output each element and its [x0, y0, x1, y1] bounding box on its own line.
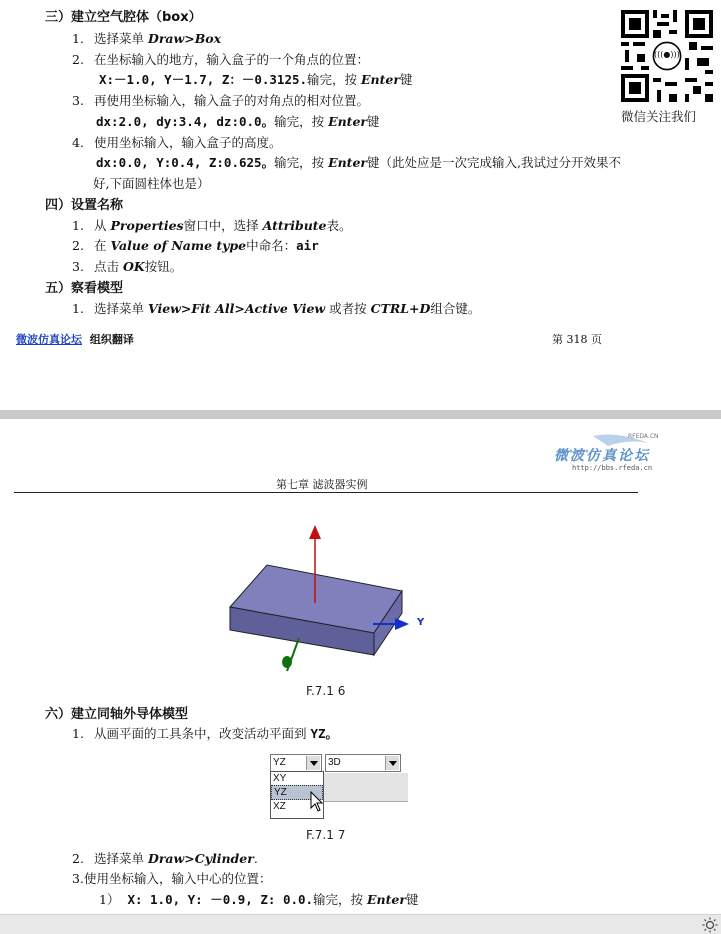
- coordinate-values: dx:2.0, dy:3.4, dz:0.0。: [96, 114, 275, 129]
- forum-link[interactable]: 微波仿真论坛: [16, 333, 82, 346]
- step-change-plane: [72, 724, 338, 742]
- coords-opposite: [96, 112, 380, 130]
- page-footer: [16, 331, 134, 347]
- figure-caption-716: F.7.1 6: [306, 684, 346, 698]
- forum-logo: [548, 431, 673, 476]
- step-corner-position: [72, 50, 369, 68]
- step-number: 3.: [72, 871, 84, 886]
- plane-select-value: YZ: [273, 757, 286, 768]
- step-number: 1.: [72, 218, 84, 233]
- axis-y-label: Y: [417, 617, 425, 628]
- step-text: 使用坐标输入，输入盒子的高度。: [94, 135, 282, 150]
- key-name: Enter: [328, 155, 367, 170]
- step-text: 输完，按: [274, 114, 329, 129]
- step-height: [72, 133, 282, 151]
- coords-height: [96, 153, 621, 171]
- step-number: 2.: [72, 851, 84, 866]
- window-name: Properties: [110, 218, 184, 233]
- step-number: 3.: [72, 93, 84, 108]
- coordinate-values: dx:0.0, Y:0.4, Z:0.625。: [96, 155, 275, 170]
- step-text: 选择菜单: [94, 31, 148, 46]
- brightness-icon[interactable]: [702, 917, 718, 933]
- qr-center-label: (((●))): [654, 50, 680, 59]
- section-title-box: 三）建立空气腔体（box）: [45, 10, 202, 25]
- dropdown-option-yz[interactable]: YZ: [271, 785, 323, 800]
- plane-select[interactable]: [270, 754, 322, 772]
- step-text: .: [253, 851, 258, 866]
- section-title-coax: 六）建立同轴外导体模型: [45, 707, 189, 722]
- menu-path: View>Fit All>Active View: [147, 301, 326, 316]
- step-text: 输完，按: [274, 155, 329, 170]
- step-text: 在坐标输入的地方，输入盒子的一个角点的位置：: [94, 52, 370, 67]
- step-name-value: [72, 236, 319, 254]
- step-text: 键: [399, 72, 413, 87]
- step-number: 2.: [72, 238, 84, 253]
- plane-value: YZ。: [310, 726, 339, 741]
- step-text: 组合键。: [430, 301, 481, 316]
- tab-name: Attribute: [262, 218, 327, 233]
- step-number: 2.: [72, 52, 84, 67]
- page-lower: [0, 419, 721, 914]
- page-upper: [0, 0, 721, 410]
- step-text: 按钮。: [144, 259, 183, 274]
- key-name: Enter: [328, 114, 367, 129]
- step-text: 从画平面的工具条中，改变活动平面到: [94, 726, 311, 741]
- page-number: 第 318 页: [552, 333, 602, 346]
- menu-path: Draw>Box: [147, 31, 222, 46]
- step-text: 输完，按: [313, 892, 368, 907]
- step-text: 点击: [94, 259, 123, 274]
- figure-3d-box: [215, 523, 436, 673]
- step-properties: [72, 216, 352, 234]
- key-name: Enter: [361, 72, 400, 87]
- mode-select[interactable]: [325, 754, 401, 772]
- key-name: CTRL+D: [370, 301, 431, 316]
- step-text: 键（此处应是一次完成输入,我试过分开效果不: [367, 155, 621, 170]
- logo-tag: RFEDA.CN: [628, 433, 659, 440]
- chapter-title: 第七章 滤波器实例: [276, 478, 368, 491]
- step-text: 从: [94, 218, 111, 233]
- dropdown-option-xz[interactable]: XZ: [273, 801, 286, 812]
- step-center-position: [72, 869, 271, 887]
- name-value: air: [296, 238, 319, 253]
- step-text: 再使用坐标输入，输入盒子的对角点的相对位置。: [94, 93, 370, 108]
- step-text: 在: [94, 238, 111, 253]
- mode-select-value: 3D: [328, 757, 341, 768]
- step-note-continued: 好,下面圆柱体也是）: [93, 176, 210, 191]
- field-name: Value of Name type: [110, 238, 247, 253]
- footer-org-text: 组织翻译: [89, 333, 134, 346]
- step-select-cylinder: [72, 849, 258, 867]
- step-text: 中命名：: [246, 238, 297, 253]
- menu-path: Draw>Cylinder: [147, 851, 254, 866]
- step-text: 使用坐标输入，输入中心的位置：: [83, 871, 272, 886]
- qr-caption: 微信关注我们: [621, 109, 697, 124]
- page-gap: [0, 410, 721, 419]
- step-fit-all: [72, 299, 480, 317]
- step-text: 表。: [326, 218, 352, 233]
- viewer-bottom-bar: [0, 914, 721, 934]
- coords-corner: [99, 70, 412, 88]
- step-text: 键: [367, 114, 380, 129]
- step-text: 或者按: [325, 301, 371, 316]
- chevron-down-icon[interactable]: [385, 756, 399, 770]
- step-number: 1.: [72, 726, 84, 741]
- section-title-view: 五）察看模型: [45, 281, 124, 296]
- step-select-box-menu: [72, 29, 221, 47]
- substep-number: 1）: [99, 892, 120, 907]
- step-opposite-corner: [72, 91, 369, 109]
- coords-center: [99, 890, 418, 908]
- step-text: 选择菜单: [94, 851, 148, 866]
- dropdown-option-xy[interactable]: XY: [273, 773, 287, 784]
- step-text: 输完，按: [307, 72, 362, 87]
- logo-url: http://bbs.rfeda.cn: [572, 464, 653, 472]
- logo-text: 微波仿真论坛: [554, 448, 650, 464]
- step-click-ok: [72, 257, 182, 275]
- coordinate-values: X:－1.0, Y－1.7, Z：－0.3125.: [99, 72, 308, 87]
- key-name: Enter: [367, 892, 406, 907]
- figure-plane-toolbar: [268, 751, 408, 819]
- qr-code-image: [621, 10, 713, 102]
- step-number: 4.: [72, 135, 84, 150]
- step-text: 窗口中，选择: [183, 218, 263, 233]
- section-title-name: 四）设置名称: [45, 198, 124, 213]
- figure-caption-717: F.7.1 7: [306, 828, 346, 842]
- step-text: 选择菜单: [94, 301, 148, 316]
- step-text: 键: [405, 892, 419, 907]
- header-rule: [14, 492, 638, 493]
- step-number: 1.: [72, 31, 84, 46]
- step-number: 3.: [72, 259, 84, 274]
- chevron-down-icon[interactable]: [306, 756, 320, 770]
- coordinate-values: X: 1.0, Y: －0.9, Z: 0.0.: [127, 892, 314, 907]
- step-number: 1.: [72, 301, 84, 316]
- button-name: OK: [122, 259, 145, 274]
- mouse-cursor-icon: [310, 791, 324, 813]
